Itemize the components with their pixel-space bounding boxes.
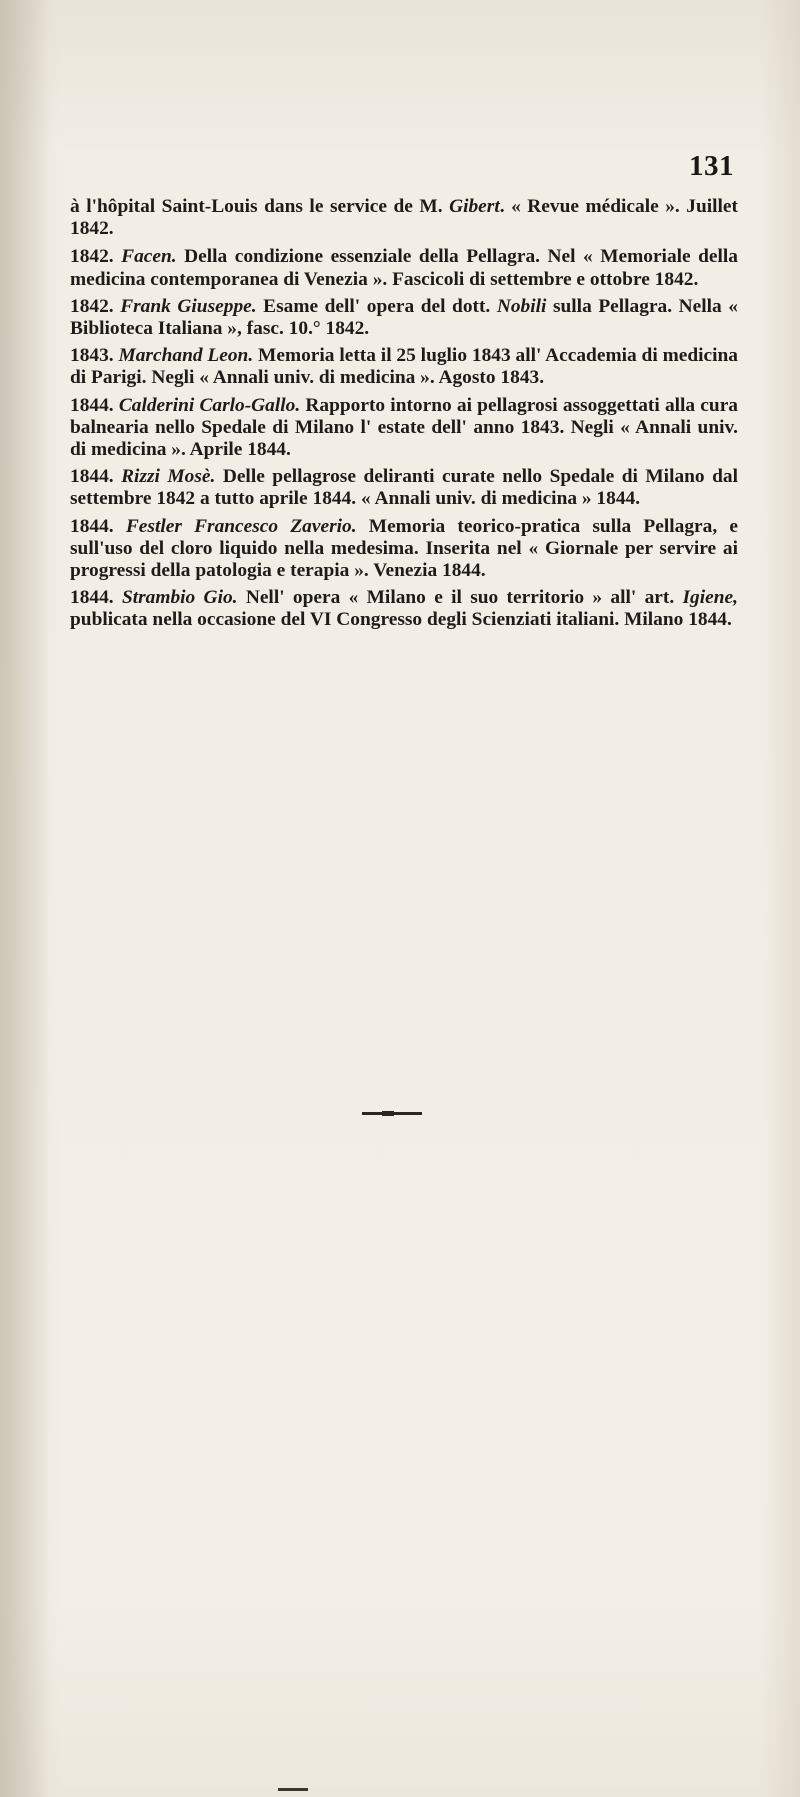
entry-text: Memoria letta il 25 luglio 1843 all' Accademia di medicina di Parigi. Negli « Annali univ. di medicina ». Agosto 1843. (70, 345, 738, 389)
bibliography-entry (70, 466, 738, 510)
entry-author: Strambio Gio. (121, 587, 238, 609)
entry-author-secondary: Nobili (496, 295, 547, 317)
entry-author: Frank Giuseppe. (120, 295, 257, 317)
bibliography-entry (70, 296, 738, 340)
entry-year: 1844. (70, 394, 114, 416)
bibliography-entry (70, 246, 738, 290)
entry-author: Facen. (121, 246, 177, 268)
continuation-rest: . « Revue médicale ». Juillet 1842. (70, 196, 738, 240)
entry-author: Rizzi Mosè. (121, 466, 216, 488)
entry-author: Marchand Leon. (118, 345, 254, 367)
bibliography-text (70, 196, 738, 637)
entry-year: 1842. (70, 295, 114, 317)
entry-year: 1844. (70, 587, 114, 609)
entry-text: Rapporto intorno ai pellagrosi assoggettati alla cura balnearia nello Spedale di Milano l' estate dell' anno 1843. Negli « Annali univ. di medicina ». Aprile 1844. (70, 394, 738, 461)
entry-text-before: Nell' opera « Milano e il suo territorio » all' art. (237, 587, 683, 609)
entry-text: sulla Pellagra. Nella « Biblioteca Italiana », fasc. 10.° 1842. (70, 295, 738, 340)
entry-text-before: Esame dell' opera del dott. (256, 295, 497, 317)
entry-author-secondary: Igiene, (682, 587, 738, 609)
binding-shadow (0, 0, 50, 1797)
bottom-print-mark (278, 1788, 308, 1791)
entry-year: 1844. (70, 515, 114, 537)
bibliography-entry (70, 516, 738, 583)
entry-author: Festler Francesco Zaverio. (125, 515, 357, 537)
entry-text: Della condizione essenziale della Pellagra. Nel « Memoriale della medicina contemporanea di Venezia ». Fascicoli di settembre e ottobre 1842. (70, 246, 738, 290)
bibliography-entry (70, 587, 738, 631)
continuation-text: à l'hôpital Saint-Louis dans le service de M. (70, 196, 450, 217)
entry-author: Calderini Carlo-Gallo. (118, 394, 301, 416)
entry-text: publicata nella occasione del VI Congresso degli Scienziati italiani. Milano 1844. (70, 609, 732, 631)
bibliography-entry (70, 345, 738, 389)
entry-text: Delle pellagrose deliranti curate nello Spedale di Milano dal settembre 1842 a tutto aprile 1844. « Annali univ. di medicina » 1844. (70, 466, 738, 510)
entry-year: 1843. (70, 345, 114, 367)
end-rule-divider (362, 1112, 422, 1115)
entry-year: 1844. (70, 466, 114, 488)
continuation-paragraph (70, 196, 738, 240)
entry-year: 1842. (70, 246, 114, 268)
page-number: 131 (689, 150, 734, 182)
continuation-author: Gibert (449, 196, 500, 217)
bibliography-entry (70, 395, 738, 462)
entry-text: Memoria teorico-pratica sulla Pellagra, e sull'uso del cloro liquido nella medesima. Inserita nel « Giornale per servire ai progressi della patologia e terapia ». Venezia 1844. (70, 515, 738, 582)
